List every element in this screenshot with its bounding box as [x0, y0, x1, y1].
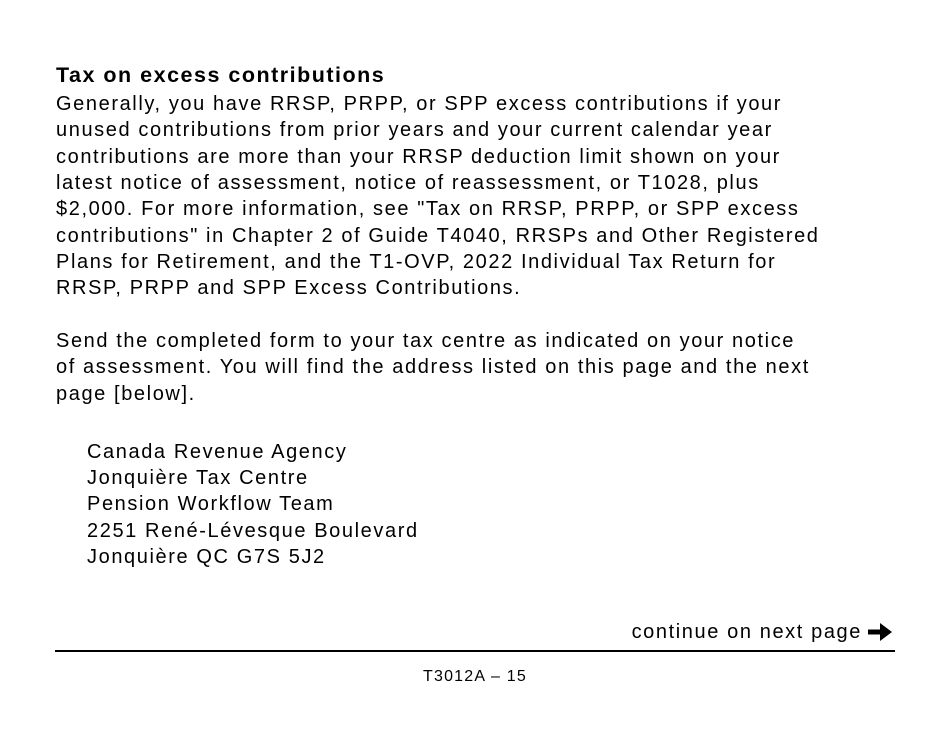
page-number: T3012A – 15	[423, 668, 527, 685]
continue-label: continue on next page	[631, 621, 862, 643]
right-arrow-icon	[866, 621, 894, 643]
paragraph-1-line-1: Generally, you have RRSP, PRPP, or SPP excess contributions if your	[56, 93, 783, 115]
section-heading: Tax on excess contributions	[56, 63, 386, 87]
paragraph-1-line-4: latest notice of assessment, notice of reassessment, or T1028, plus	[56, 172, 760, 194]
footer-divider	[55, 650, 895, 652]
address-line-centre: Jonquière Tax Centre	[87, 467, 309, 489]
paragraph-2-line-1: Send the completed form to your tax centre as indicated on your notice	[56, 330, 796, 352]
address-line-street: 2251 René-Lévesque Boulevard	[87, 520, 419, 542]
address-line-team: Pension Workflow Team	[87, 493, 335, 515]
paragraph-2-line-3: page [below].	[56, 383, 196, 405]
paragraph-1-line-6: contributions" in Chapter 2 of Guide T4040, RRSPs and Other Registered	[56, 225, 820, 247]
paragraph-1-line-3: contributions are more than your RRSP deduction limit shown on your	[56, 146, 781, 168]
paragraph-2-line-2: of assessment. You will find the address listed on this page and the next	[56, 356, 810, 378]
paragraph-1-line-7: Plans for Retirement, and the T1-OVP, 2022 Individual Tax Return for	[56, 251, 777, 273]
address-line-city: Jonquière QC G7S 5J2	[87, 546, 326, 568]
paragraph-1-line-5: $2,000. For more information, see "Tax on RRSP, PRPP, or SPP excess	[56, 198, 800, 220]
paragraph-1-line-8: RRSP, PRPP and SPP Excess Contributions.	[56, 277, 522, 299]
address-line-agency: Canada Revenue Agency	[87, 441, 348, 463]
paragraph-1-line-2: unused contributions from prior years and your current calendar year	[56, 119, 773, 141]
continue-next-page-link[interactable]	[632, 619, 894, 645]
